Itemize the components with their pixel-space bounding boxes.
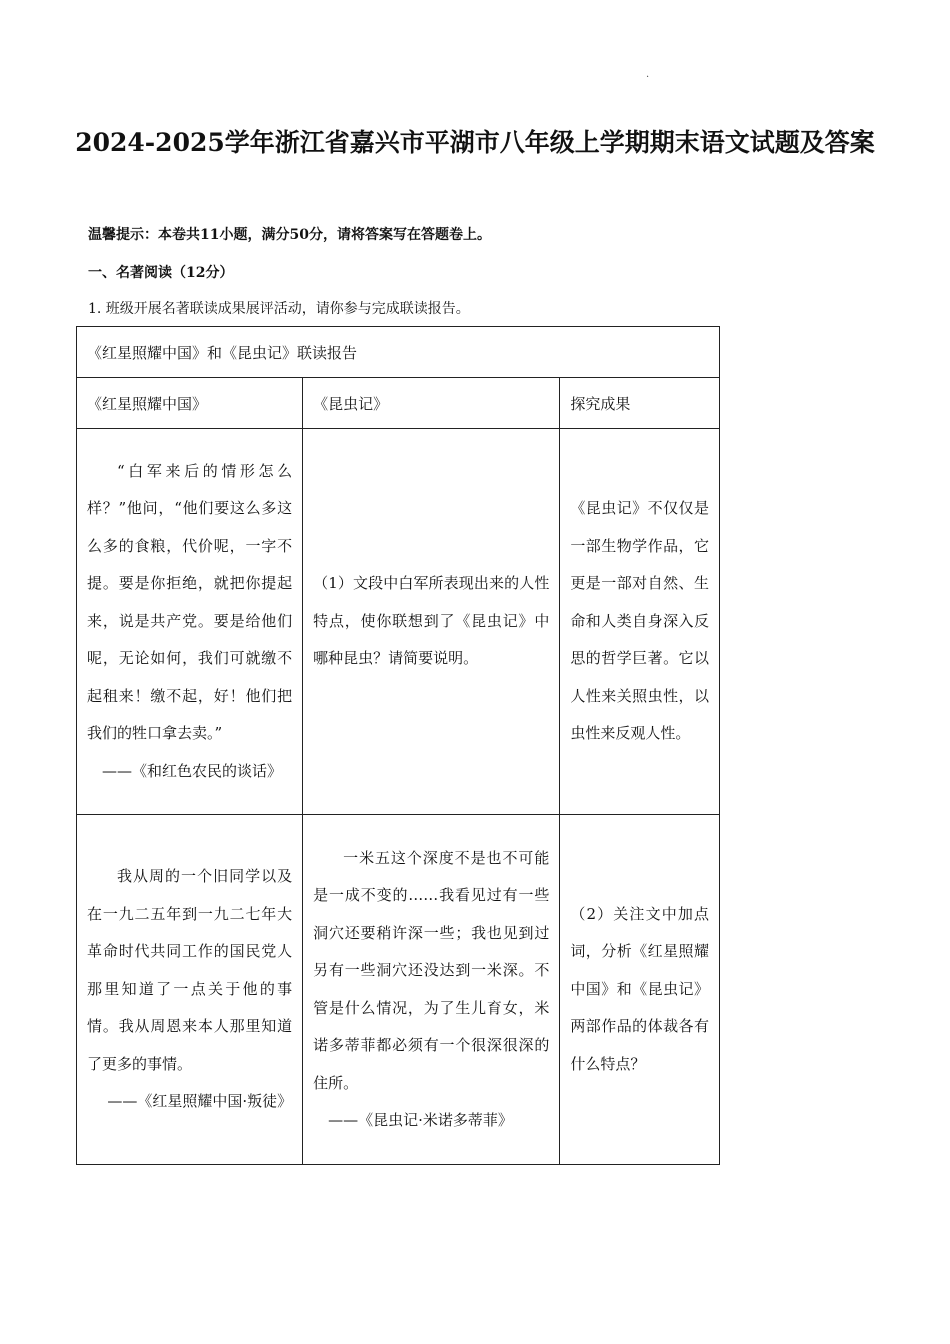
table-row <box>77 815 720 1165</box>
table-caption-row <box>77 327 720 378</box>
header-red-star: 《红星照耀中国》 <box>77 378 303 429</box>
cell-result-2 <box>560 815 720 1165</box>
result-question-2: （2）关注文中加点词，分析《红星照耀中国》和《昆虫记》两部作品的体裁各有什么特点？ <box>570 904 709 1073</box>
insect-excerpt-2: 一米五这个深度不是也不可能是一成不变的……我看见过有一些洞穴还要稍许深一些；我也见到过另有一些洞穴还没达到一米深。不管是什么情况，为了生儿育女，米诺多蒂菲都必须有一个很深很深的住所。 <box>313 848 550 1092</box>
cell-red-star-1 <box>77 429 303 815</box>
table-row <box>77 429 720 815</box>
cell-insect-1 <box>303 429 560 815</box>
table-header-row <box>77 378 720 429</box>
question-1-prompt: 1. 班级开展名著联读成果展评活动，请你参与完成联读报告。 <box>88 301 470 317</box>
red-star-source-1: ——《和红色农民的谈话》 <box>102 761 283 780</box>
result-text-1: 《昆虫记》不仅仅是一部生物学作品，它更是一部对自然、生命和人类自身深入反思的哲学巨著。它以人性来关照虫性，以虫性来反观人性。 <box>570 499 709 743</box>
section-heading: 一、名著阅读（12分） <box>88 265 234 281</box>
page-title: 2024-2025学年浙江省嘉兴市平湖市八年级上学期期末语文试题及答案 <box>75 128 875 157</box>
exam-tip: 温馨提示：本卷共11小题，满分50分，请将答案写在答题卷上。 <box>88 227 491 243</box>
red-star-excerpt-2: 我从周的一个旧同学以及在一九二五年到一九二七年大革命时代共同工作的国民党人那里知道了一点关于他的事情。我从周恩来本人那里知道了更多的事情。 <box>87 867 293 1073</box>
header-dot: · <box>646 72 650 83</box>
cell-insect-2 <box>303 815 560 1165</box>
insect-question-1: （1）文段中白军所表现出来的人性特点，使你联想到了《昆虫记》中哪种昆虫？请简要说明。 <box>313 574 550 668</box>
red-star-source-2: ——《红星照耀中国·叛徒》 <box>107 1092 293 1111</box>
header-result: 探究成果 <box>560 378 720 429</box>
red-star-excerpt-1: “白军来后的情形怎么样？”他问，“他们要这么多这么多的食粮，代价呢，一字不提。要是你拒绝，就把你提起来，说是共产党。要是给他们呢，无论如何，我们可就缴不起租来！缴不起，好！他们把我们的牲口拿去卖。” <box>87 461 293 743</box>
reading-report-table <box>76 326 720 1165</box>
cell-red-star-2 <box>77 815 303 1165</box>
header-insect: 《昆虫记》 <box>303 378 560 429</box>
table-caption: 《红星照耀中国》和《昆虫记》联读报告 <box>77 327 720 378</box>
cell-result-1 <box>560 429 720 815</box>
insect-source-2: ——《昆虫记·米诺多蒂菲》 <box>328 1111 513 1129</box>
